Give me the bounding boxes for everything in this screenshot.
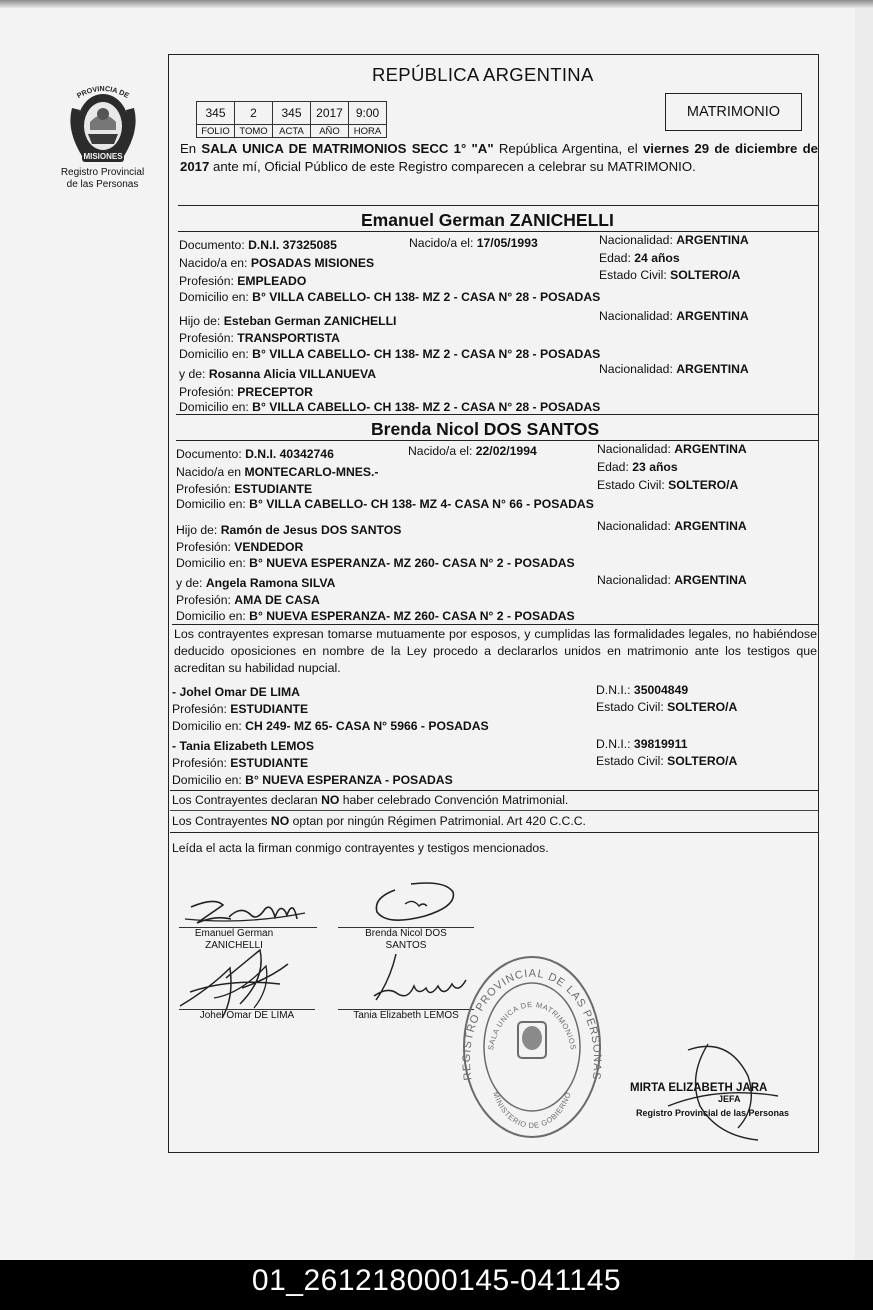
logo-caption: Registro Provincial de las Personas [60, 167, 145, 190]
groom-birth-date: Nacido/a el: 17/05/1993 [409, 236, 538, 250]
bride-father-profession: Profesión: VENDEDOR [176, 540, 304, 554]
groom-nationality: Nacionalidad: ARGENTINA [599, 233, 749, 247]
anio-value: 2017 [311, 102, 349, 125]
declaration-paragraph: Los contrayentes expresan tomarse mutuamente por esposos, y cumplidas las formalidades legales, no habiéndose deducido oposiciones en nombre de la Ley procedo a declararlos unidos en matrimonio ante los testigos que acreditan su habilidad nupcial. [174, 627, 817, 675]
page-title: REPÚBLICA ARGENTINA [372, 64, 594, 85]
bride-signature-caption: Brenda Nicol DOS SANTOS [365, 928, 447, 951]
bride-mother-profession: Profesión: AMA DE CASA [176, 593, 320, 607]
groom-signature-caption: Emanuel German ZANICHELLI [194, 928, 274, 951]
witness-2-signature-caption: Tania Elizabeth LEMOS [353, 1010, 459, 1021]
groom-father-address: Domicilio en: B° VILLA CABELLO- CH 138- MZ 2 - CASA N° 28 - POSADAS [179, 347, 601, 361]
groom-mother-address: Domicilio en: B° VILLA CABELLO- CH 138- MZ 2 - CASA N° 28 - POSADAS [179, 400, 601, 414]
bride-mother-address: Domicilio en: B° NUEVA ESPERANZA- MZ 260- CASA N° 2 - POSADAS [176, 609, 575, 623]
official-role: JEFA [718, 1094, 741, 1104]
seal-inner-top-text: SALA UNICA DE MATRIMONIOS [485, 999, 579, 1051]
logo-top-text: PROVINCIA DE [75, 83, 131, 101]
witness-1-name: - Johel Omar DE LIMA [172, 685, 300, 699]
logo-bottom-text: MISIONES [83, 152, 123, 161]
regime-statement: Los Contrayentes NO optan por ningún Régimen Patrimonial. Art 420 C.C.C. [172, 814, 586, 828]
bride-address: Domicilio en: B° VILLA CABELLO- CH 138- MZ 4- CASA N° 66 - POSADAS [176, 497, 594, 511]
record-codes-values [197, 102, 387, 125]
scan-edge [0, 0, 873, 8]
bride-father-address: Domicilio en: B° NUEVA ESPERANZA- MZ 260- CASA N° 2 - POSADAS [176, 556, 575, 570]
groom-civil-status: Estado Civil: SOLTERO/A [599, 268, 741, 282]
hora-value: 9:00 [349, 102, 387, 125]
bride-father-name: Hijo de: Ramón de Jesus DOS SANTOS [176, 523, 402, 537]
acta-value: 345 [273, 102, 311, 125]
bride-nationality: Nacionalidad: ARGENTINA [597, 442, 747, 456]
official-signature [628, 1036, 808, 1146]
bride-civil-status: Estado Civil: SOLTERO/A [597, 478, 739, 492]
witness-1-address: Domicilio en: CH 249- MZ 65- CASA N° 5966 - POSADAS [172, 719, 489, 733]
document-id: 01_261218000145-041145 [251, 1264, 622, 1297]
bride-father-nationality: Nacionalidad: ARGENTINA [597, 519, 747, 533]
tomo-value: 2 [235, 102, 273, 125]
groom-address: Domicilio en: B° VILLA CABELLO- CH 138- MZ 2 - CASA N° 28 - POSADAS [179, 290, 601, 304]
groom-father-name: Hijo de: Esteban German ZANICHELLI [179, 314, 397, 328]
witness-2-dni: D.N.I.: 39819911 [596, 737, 688, 751]
official-name: MIRTA ELIZABETH JARA [630, 1082, 768, 1094]
seal-outer-text: REGISTRO PROVINCIAL DE LAS PERSONAS [460, 967, 604, 1082]
convention-statement: Los Contrayentes declaran NO haber celebrado Convención Matrimonial. [172, 793, 569, 807]
reading-statement: Leída el acta la firman conmigo contrayentes y testigos mencionados. [172, 841, 549, 855]
folio-value: 345 [197, 102, 235, 125]
bride-birth-date: Nacido/a el: 22/02/1994 [408, 444, 537, 458]
bride-signature [365, 880, 465, 928]
anio-label: AÑO [311, 125, 349, 138]
hora-label: HORA [349, 125, 387, 138]
bride-mother-nationality: Nacionalidad: ARGENTINA [597, 573, 747, 587]
bride-name: Brenda Nicol DOS SANTOS [371, 419, 600, 439]
record-type-box: MATRIMONIO [665, 93, 802, 131]
record-codes-table [196, 101, 387, 138]
witness-1-signature-caption: Johel Omar DE LIMA [199, 1010, 295, 1021]
bride-profession: Profesión: ESTUDIANTE [176, 482, 313, 496]
official-office: Registro Provincial de las Personas [636, 1108, 790, 1118]
intro-paragraph: En SALA UNICA DE MATRIMONIOS SECC 1° "A" República Argentina, el viernes 29 de diciembre de 2017 ante mí, Oficial Público de este Registro comparecen a celebrar su MATRIMONIO. [180, 141, 818, 174]
groom-mother-profession: Profesión: PRECEPTOR [179, 385, 313, 399]
witness-2-profession: Profesión: ESTUDIANTE [172, 756, 309, 770]
groom-mother-name: y de: Rosanna Alicia VILLANUEVA [179, 367, 377, 381]
groom-birthplace: Nacido/a en: POSADAS MISIONES [179, 256, 375, 270]
witness-2-name: - Tania Elizabeth LEMOS [172, 739, 314, 753]
witness-2-address: Domicilio en: B° NUEVA ESPERANZA - POSADAS [172, 773, 453, 787]
witness-1-civil-status: Estado Civil: SOLTERO/A [596, 700, 738, 714]
acta-label: ACTA [273, 125, 311, 138]
groom-mother-nationality: Nacionalidad: ARGENTINA [599, 362, 749, 376]
groom-father-profession: Profesión: TRANSPORTISTA [179, 331, 340, 345]
groom-age: Edad: 24 años [599, 251, 680, 265]
bride-mother-name: y de: Angela Ramona SILVA [176, 576, 336, 590]
document-id-bar [0, 1260, 873, 1310]
province-coat-of-arms-logo [62, 78, 144, 168]
bride-age: Edad: 23 años [597, 460, 678, 474]
groom-profession: Profesión: EMPLEADO [179, 274, 307, 288]
record-codes-labels [197, 125, 387, 138]
groom-document: Documento: D.N.I. 37325085 [179, 238, 337, 252]
witness-2-civil-status: Estado Civil: SOLTERO/A [596, 754, 738, 768]
witness-1-profession: Profesión: ESTUDIANTE [172, 702, 309, 716]
tomo-label: TOMO [235, 125, 273, 138]
ceremony-date: viernes 29 de diciembre de 2017 [180, 141, 818, 174]
groom-father-nationality: Nacionalidad: ARGENTINA [599, 309, 749, 323]
witness-1-dni: D.N.I.: 35004849 [596, 683, 689, 697]
bride-document: Documento: D.N.I. 40342746 [176, 447, 334, 461]
bride-birthplace: Nacido/a en MONTECARLO-MNES.- [176, 465, 379, 479]
folio-label: FOLIO [197, 125, 235, 138]
seal-inner-bottom-text: MINISTERIO DE GOBIERNO [491, 1090, 573, 1131]
registry-seal [458, 952, 606, 1142]
office-name: SALA UNICA DE MATRIMONIOS SECC 1° "A" [201, 141, 494, 156]
groom-name: Emanuel German ZANICHELLI [361, 210, 614, 230]
